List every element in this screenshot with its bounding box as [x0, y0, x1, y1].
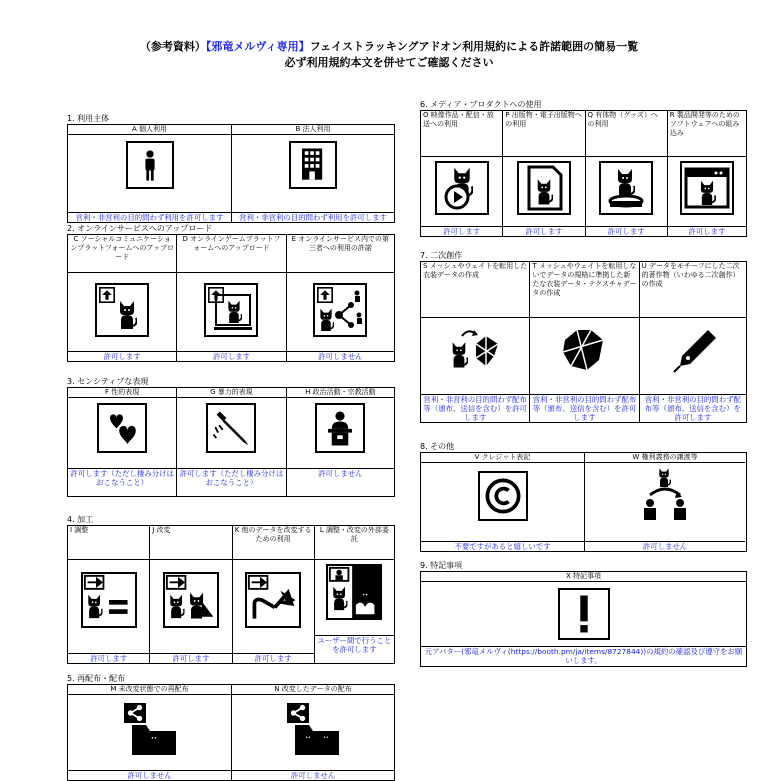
pen-icon — [666, 326, 720, 374]
section-processing — [67, 515, 395, 664]
item-label: W 権利義務の譲渡等 — [585, 453, 745, 463]
item-status: 営利・非営利の目的問わず利用を許可します — [68, 212, 231, 222]
item-status: 営利・非営利の目的問わず配布等（頒布、送信を含む）を許可します — [640, 394, 746, 422]
item-label: F 性的表現 — [68, 388, 176, 398]
item-status: 許可します（ただし棲み分けはおこなうこと） — [68, 468, 176, 496]
item-label: L 調整・改変の外部委託 — [315, 526, 394, 560]
section-special-notes — [420, 561, 747, 667]
item-status: 許可しません — [232, 770, 394, 780]
item-status: 許可します — [150, 653, 231, 663]
item-label: X 特記事項 — [421, 572, 746, 582]
section-heading: 8. その他 — [420, 442, 455, 451]
section-heading: 5. 再配布・配布 — [67, 674, 126, 683]
item-status: 許可します — [586, 226, 667, 236]
title-prefix: （参考資料） — [139, 40, 206, 53]
item-status: 営利・非営利の目的問わず配布等（頒布、送信を含む）を許可します — [530, 394, 638, 422]
item-software-embedding — [668, 111, 746, 236]
item-label: M 未改変状態での再配布 — [68, 685, 231, 695]
section-derivative-works — [420, 251, 747, 423]
item-mesh-transfer — [421, 262, 530, 422]
item-publication-use — [503, 111, 585, 236]
item-game-upload — [177, 235, 286, 361]
item-label: I 調整 — [68, 526, 149, 560]
item-new-outfit — [530, 262, 639, 422]
transfer-rights-icon — [640, 467, 690, 523]
item-label: T メッシュやウェイトを転用しないでデータの規格に準拠した新たな衣装データ・テクスチャデータの作成 — [530, 262, 638, 318]
item-violent-expression — [177, 388, 286, 496]
upload-avatar-icon — [95, 283, 149, 337]
item-label: G 暴力的表現 — [177, 388, 285, 398]
item-outsource — [315, 526, 394, 663]
item-fan-creation — [640, 262, 746, 422]
section-heading: 6. メディア・プロダクトへの使用 — [420, 100, 542, 109]
section-usage-subject — [67, 114, 395, 223]
exclamation-icon — [558, 588, 610, 640]
item-third-party-license — [287, 235, 394, 361]
item-status: 許可します — [421, 226, 502, 236]
document-title — [0, 40, 778, 54]
publication-icon — [517, 161, 571, 215]
item-special-note — [421, 572, 746, 666]
video-icon — [435, 161, 489, 215]
section-redistribution — [67, 674, 395, 781]
modify-icon — [163, 572, 219, 628]
item-status: 元アバター(邪竜メルヴィ(https://booth.pm/ja/items/8727844))の規約の確認及び遵守をお願いします。 — [421, 646, 746, 666]
item-label: B 法人利用 — [232, 125, 394, 135]
section-media-products — [420, 100, 747, 237]
item-label: A 個人利用 — [68, 125, 231, 135]
item-status: 許可します（ただし棲み分けはおこなうこと） — [177, 468, 285, 496]
document-subtitle: 必ず利用規約本文を併せてご確認ください — [284, 56, 494, 69]
item-label: V クレジット表記 — [421, 453, 584, 463]
title-highlight: 【邪竜メルヴィ専用】 — [205, 40, 310, 53]
software-icon — [680, 161, 734, 215]
item-status: 許可します — [233, 653, 314, 663]
building-icon — [289, 141, 337, 189]
item-label: J 改変 — [150, 526, 231, 560]
item-status: 不要ですがあると嬉しいです — [421, 541, 584, 551]
copyright-icon — [478, 471, 528, 521]
item-label: S メッシュやウェイトを転用した衣装データの作成 — [421, 262, 529, 318]
item-label: O 映像作品・配信・放送への利用 — [421, 111, 502, 157]
item-label: D オンラインゲームプラットフォームへのアップロード — [177, 235, 285, 273]
item-label: P 出版物・電子出版物への利用 — [503, 111, 584, 157]
item-status: 営利・非営利の目的問わず利用を許可します — [232, 212, 394, 222]
item-distribute-modified — [232, 685, 394, 780]
item-label: R 製品開発等のためのソフトウェアへの組み込み — [668, 111, 746, 157]
item-status: 許可しません — [585, 541, 745, 551]
item-status: 許可しません — [68, 770, 231, 780]
upload-monitor-icon — [204, 283, 258, 337]
item-status: 許可します — [68, 653, 149, 663]
section-online-upload — [67, 224, 395, 362]
item-status: 許可します — [668, 226, 746, 236]
item-political-religious — [287, 388, 394, 496]
item-label: U データをモチーフにした二次的著作物（いわゆる二次創作）の作成 — [640, 262, 746, 318]
upload-share-icon — [313, 283, 367, 337]
item-reuse-other-data — [233, 526, 315, 663]
outsource-icon — [326, 564, 382, 620]
hearts-icon — [97, 403, 147, 453]
item-corporate-use — [232, 125, 394, 222]
item-status: 許可します — [503, 226, 584, 236]
share-folder-icon — [122, 701, 178, 757]
item-label: Q 有体物（グッズ）への利用 — [586, 111, 667, 157]
section-others — [420, 442, 747, 552]
item-status: 許可しません — [287, 351, 394, 361]
podium-icon — [315, 403, 365, 453]
item-status: 許可します — [177, 351, 285, 361]
item-social-upload — [68, 235, 177, 361]
item-personal-use — [68, 125, 232, 222]
reuse-icon — [245, 572, 301, 628]
item-goods-use — [586, 111, 668, 236]
section-heading: 7. 二次創作 — [420, 251, 463, 260]
item-video-use — [421, 111, 503, 236]
title-main: フェイストラッキングアドオン利用規約による許諾範囲の簡易一覧 — [309, 40, 639, 53]
item-status: ユーザー間で行うことを許可します — [315, 635, 394, 663]
person-icon — [126, 141, 174, 189]
item-adjust — [68, 526, 150, 663]
item-modify — [150, 526, 232, 663]
item-label: K 他のデータを改変するための利用 — [233, 526, 314, 560]
item-label: H 政治活動・宗教活動 — [287, 388, 394, 398]
section-heading: 2. オンラインサービスへのアップロード — [67, 224, 213, 233]
mesh-transfer-icon — [448, 326, 502, 374]
item-label: E オンラインサービス内での第三者への利用の許諾 — [287, 235, 394, 273]
new-outfit-icon — [557, 326, 611, 374]
item-status: 許可します — [68, 351, 176, 361]
item-redistribute-unmodified — [68, 685, 232, 780]
item-status: 営利・非営利の目的問わず配布等（頒布、送信を含む）を許可します — [421, 394, 529, 422]
item-status: 許可しません — [287, 468, 394, 496]
item-credit — [421, 453, 585, 551]
knife-icon — [206, 403, 256, 453]
section-heading: 9. 特記事項 — [420, 561, 463, 570]
section-sensitive-expression — [67, 377, 395, 497]
adjust-icon — [81, 572, 137, 628]
goods-icon — [599, 161, 653, 215]
item-rights-transfer — [585, 453, 745, 551]
section-heading: 1. 利用主体 — [67, 114, 110, 123]
item-label: C ソーシャルコミュニケーションプラットフォームへのアップロード — [68, 235, 176, 273]
share-folder-modified-icon — [285, 701, 341, 757]
section-heading: 3. センシティブな表現 — [67, 377, 149, 386]
item-label: N 改変したデータの配布 — [232, 685, 394, 695]
section-heading: 4. 加工 — [67, 515, 94, 524]
item-sexual-expression — [68, 388, 177, 496]
